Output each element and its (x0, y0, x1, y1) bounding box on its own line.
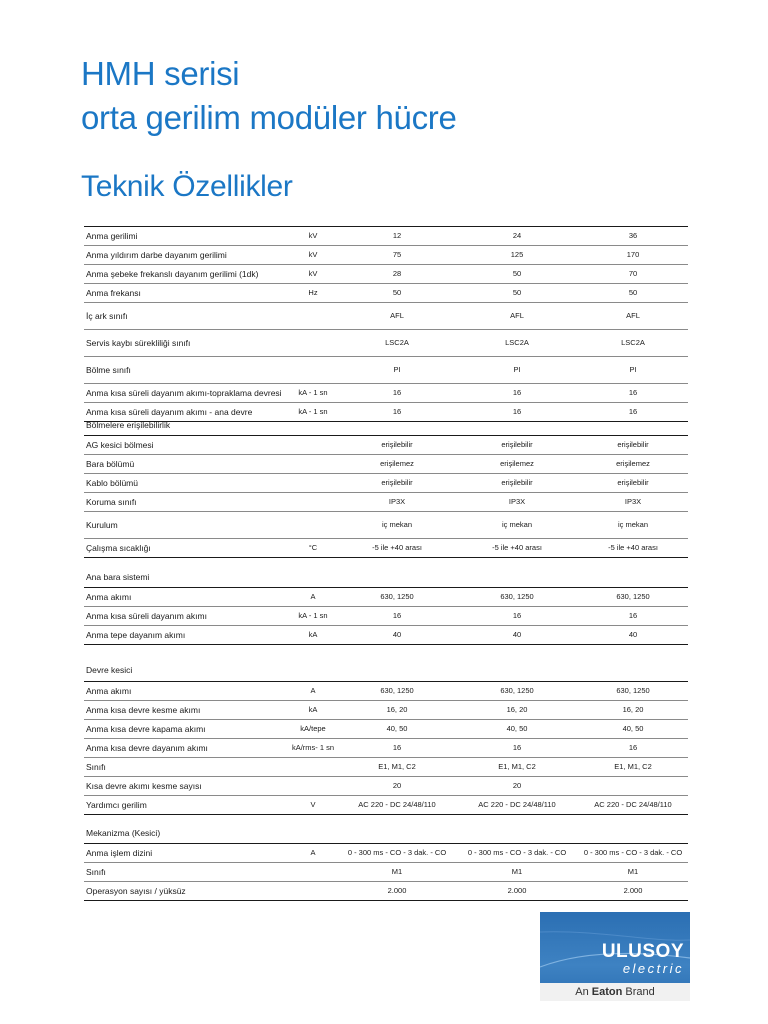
value-cell-24kv: 40, 50 (456, 720, 578, 739)
table-row (84, 844, 688, 863)
row-unit (288, 455, 338, 474)
value-cell-36kv: 16 (578, 403, 688, 422)
row-label: Anma kısa süreli dayanım akımı-topraklama devresi (84, 384, 288, 403)
logo-tagline-suffix: Brand (625, 986, 655, 998)
value-cell-12kv: 28 (338, 265, 456, 284)
section-heading-mechanism: Mekanizma (Kesici) (86, 828, 161, 838)
row-unit: A (288, 588, 338, 607)
value-cell-24kv: 16 (456, 403, 578, 422)
row-label: Koruma sınıfı (84, 493, 288, 512)
value-cell-12kv: erişilemez (338, 455, 456, 474)
row-label: Sınıfı (84, 758, 288, 777)
row-unit: kA - 1 sn (288, 607, 338, 626)
row-label: Bara bölümü (84, 455, 288, 474)
row-unit: kA (288, 701, 338, 720)
table-row (84, 384, 688, 403)
value-cell-36kv: 36 (578, 227, 688, 246)
row-unit: A (288, 682, 338, 701)
value-cell-12kv: IP3X (338, 493, 456, 512)
value-cell-24kv: 2.000 (456, 882, 578, 901)
value-cell-36kv: 630, 1250 (578, 682, 688, 701)
value-cell-12kv: AFL (338, 303, 456, 330)
value-cell-12kv: iç mekan (338, 512, 456, 539)
value-cell-12kv: 0 - 300 ms - CO - 3 dak. - CO (338, 844, 456, 863)
value-cell-36kv: 0 - 300 ms - CO - 3 dak. - CO (578, 844, 688, 863)
table-row (84, 720, 688, 739)
table-mechanism (84, 843, 688, 901)
table-row (84, 863, 688, 882)
table-row (84, 796, 688, 815)
row-label: Anma kısa süreli dayanım akımı (84, 607, 288, 626)
table-general-ratings (84, 226, 688, 422)
value-cell-24kv: erişilebilir (456, 436, 578, 455)
value-cell-36kv: 16 (578, 384, 688, 403)
value-cell-24kv: -5 ile +40 arası (456, 539, 578, 558)
value-cell-24kv: 630, 1250 (456, 588, 578, 607)
value-cell-12kv: 16 (338, 739, 456, 758)
value-cell-12kv: 16 (338, 607, 456, 626)
row-label: İç ark sınıfı (84, 303, 288, 330)
row-label: Anma kısa devre kapama akımı (84, 720, 288, 739)
row-label: Anma kısa devre kesme akımı (84, 701, 288, 720)
table-row (84, 758, 688, 777)
table-row (84, 588, 688, 607)
value-cell-12kv: AC 220 - DC 24/48/110 (338, 796, 456, 815)
table-row (84, 882, 688, 901)
value-cell-24kv: LSC2A (456, 330, 578, 357)
value-cell-36kv: 16 (578, 739, 688, 758)
value-cell-36kv: iç mekan (578, 512, 688, 539)
value-cell-36kv (578, 777, 688, 796)
table-circuit-breaker (84, 681, 688, 815)
value-cell-24kv: 630, 1250 (456, 682, 578, 701)
value-cell-12kv: PI (338, 357, 456, 384)
value-cell-12kv: erişilebilir (338, 436, 456, 455)
row-unit: kA/tepe (288, 720, 338, 739)
value-cell-24kv: 16 (456, 739, 578, 758)
value-cell-36kv: 16 (578, 607, 688, 626)
value-cell-36kv: 16, 20 (578, 701, 688, 720)
value-cell-12kv: 16 (338, 384, 456, 403)
value-cell-36kv: AC 220 - DC 24/48/110 (578, 796, 688, 815)
row-label: Anma kısa devre dayanım akımı (84, 739, 288, 758)
value-cell-24kv: IP3X (456, 493, 578, 512)
table-row (84, 284, 688, 303)
document-title (81, 52, 457, 140)
value-cell-12kv: 630, 1250 (338, 588, 456, 607)
row-label: Anma frekansı (84, 284, 288, 303)
row-unit (288, 863, 338, 882)
logo-tagline (540, 983, 690, 1001)
row-label: Bölme sınıfı (84, 357, 288, 384)
value-cell-36kv: 630, 1250 (578, 588, 688, 607)
row-label: Operasyon sayısı / yüksüz (84, 882, 288, 901)
value-cell-12kv: E1, M1, C2 (338, 758, 456, 777)
value-cell-36kv: erişilebilir (578, 474, 688, 493)
value-cell-12kv: 12 (338, 227, 456, 246)
value-cell-12kv: M1 (338, 863, 456, 882)
row-label: Anma tepe dayanım akımı (84, 626, 288, 645)
value-cell-12kv: 75 (338, 246, 456, 265)
value-cell-12kv: 16, 20 (338, 701, 456, 720)
table-row (84, 607, 688, 626)
row-unit: A (288, 844, 338, 863)
value-cell-36kv: 40 (578, 626, 688, 645)
logo-tagline-prefix: An (575, 986, 589, 998)
value-cell-24kv: 16, 20 (456, 701, 578, 720)
value-cell-24kv: 40 (456, 626, 578, 645)
value-cell-36kv: erişilebilir (578, 436, 688, 455)
value-cell-24kv: E1, M1, C2 (456, 758, 578, 777)
value-cell-12kv: erişilebilir (338, 474, 456, 493)
table-row (84, 403, 688, 422)
table-row (84, 512, 688, 539)
section-heading-circuit-breaker: Devre kesici (86, 665, 133, 675)
value-cell-24kv: 16 (456, 384, 578, 403)
value-cell-24kv: 24 (456, 227, 578, 246)
row-label: Sınıfı (84, 863, 288, 882)
value-cell-12kv: 16 (338, 403, 456, 422)
value-cell-24kv: 20 (456, 777, 578, 796)
table-row (84, 701, 688, 720)
value-cell-36kv: PI (578, 357, 688, 384)
row-unit: °C (288, 539, 338, 558)
row-unit: V (288, 796, 338, 815)
table-row (84, 626, 688, 645)
value-cell-36kv: LSC2A (578, 330, 688, 357)
section-heading-compartments: Bölmelere erişilebilirlik (86, 420, 171, 430)
value-cell-12kv: 50 (338, 284, 456, 303)
table-row (84, 739, 688, 758)
row-unit (288, 303, 338, 330)
row-label: Anma işlem dizini (84, 844, 288, 863)
value-cell-12kv: 40 (338, 626, 456, 645)
row-unit (288, 474, 338, 493)
table-row (84, 474, 688, 493)
table-row (84, 227, 688, 246)
value-cell-12kv: 40, 50 (338, 720, 456, 739)
value-cell-24kv: AFL (456, 303, 578, 330)
table-row (84, 265, 688, 284)
value-cell-36kv: 50 (578, 284, 688, 303)
value-cell-36kv: 70 (578, 265, 688, 284)
row-label: Yardımcı gerilim (84, 796, 288, 815)
table-row (84, 682, 688, 701)
row-unit (288, 330, 338, 357)
value-cell-36kv: E1, M1, C2 (578, 758, 688, 777)
value-cell-36kv: AFL (578, 303, 688, 330)
table-compartments (84, 435, 688, 558)
value-cell-24kv: 50 (456, 284, 578, 303)
row-unit (288, 357, 338, 384)
row-unit (288, 882, 338, 901)
row-label: Servis kaybı sürekliliği sınıfı (84, 330, 288, 357)
value-cell-12kv: 630, 1250 (338, 682, 456, 701)
row-unit: Hz (288, 284, 338, 303)
logo-tagline-brand: Eaton (591, 986, 623, 998)
table-row (84, 777, 688, 796)
value-cell-24kv: 0 - 300 ms - CO - 3 dak. - CO (456, 844, 578, 863)
row-unit: kV (288, 265, 338, 284)
row-unit (288, 493, 338, 512)
row-unit (288, 512, 338, 539)
value-cell-12kv: 20 (338, 777, 456, 796)
row-unit: kA - 1 sn (288, 384, 338, 403)
value-cell-36kv: 170 (578, 246, 688, 265)
row-label: AG kesici bölmesi (84, 436, 288, 455)
value-cell-24kv: PI (456, 357, 578, 384)
value-cell-24kv: 16 (456, 607, 578, 626)
value-cell-36kv: M1 (578, 863, 688, 882)
ulusoy-eaton-logo (540, 912, 690, 1001)
table-row (84, 455, 688, 474)
value-cell-36kv: erişilemez (578, 455, 688, 474)
value-cell-24kv: 50 (456, 265, 578, 284)
logo-wordmark: ULUSOY (601, 941, 684, 962)
row-label: Anma gerilimi (84, 227, 288, 246)
value-cell-24kv: M1 (456, 863, 578, 882)
row-label: Kablo bölümü (84, 474, 288, 493)
row-label: Anma yıldırım darbe dayanım gerilimi (84, 246, 288, 265)
row-unit: kA - 1 sn (288, 403, 338, 422)
table-row (84, 330, 688, 357)
row-unit (288, 758, 338, 777)
row-unit: kA/rms- 1 sn (288, 739, 338, 758)
title-line-1: HMH serisi (81, 55, 240, 92)
value-cell-24kv: erişilemez (456, 455, 578, 474)
row-label: Anma kısa süreli dayanım akımı - ana devre (84, 403, 288, 422)
title-line-2: orta gerilim modüler hücre (81, 99, 457, 136)
table-row (84, 493, 688, 512)
table-row (84, 303, 688, 330)
value-cell-36kv: IP3X (578, 493, 688, 512)
row-label: Kısa devre akımı kesme sayısı (84, 777, 288, 796)
row-label: Çalışma sıcaklığı (84, 539, 288, 558)
row-unit: kA (288, 626, 338, 645)
row-unit: kV (288, 227, 338, 246)
section-heading-busbar: Ana bara sistemi (86, 572, 150, 582)
row-unit (288, 436, 338, 455)
table-row (84, 436, 688, 455)
value-cell-36kv: -5 ile +40 arası (578, 539, 688, 558)
table-row (84, 246, 688, 265)
row-label: Anma akımı (84, 682, 288, 701)
value-cell-12kv: -5 ile +40 arası (338, 539, 456, 558)
row-label: Kurulum (84, 512, 288, 539)
row-unit (288, 777, 338, 796)
table-row (84, 539, 688, 558)
value-cell-24kv: AC 220 - DC 24/48/110 (456, 796, 578, 815)
value-cell-24kv: erişilebilir (456, 474, 578, 493)
value-cell-36kv: 40, 50 (578, 720, 688, 739)
row-unit: kV (288, 246, 338, 265)
row-label: Anma akımı (84, 588, 288, 607)
value-cell-36kv: 2.000 (578, 882, 688, 901)
value-cell-12kv: LSC2A (338, 330, 456, 357)
value-cell-24kv: 125 (456, 246, 578, 265)
value-cell-24kv: iç mekan (456, 512, 578, 539)
table-busbar (84, 587, 688, 645)
value-cell-12kv: 2.000 (338, 882, 456, 901)
row-label: Anma şebeke frekanslı dayanım gerilimi (1dk) (84, 265, 288, 284)
table-row (84, 357, 688, 384)
section-title: Teknik Özellikler (81, 170, 293, 203)
logo-subtext: electric (622, 961, 684, 976)
